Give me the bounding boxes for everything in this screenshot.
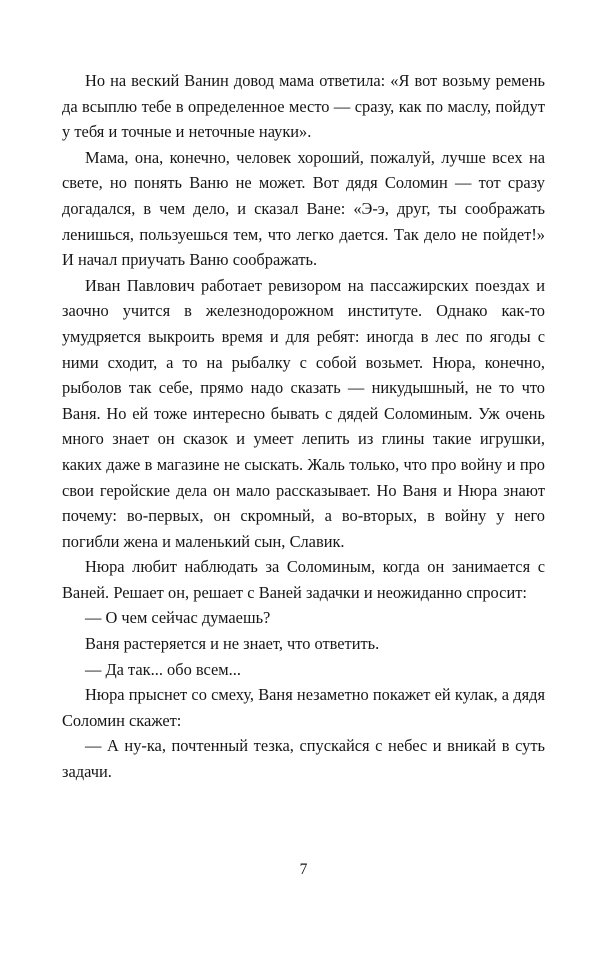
paragraph: Нюра любит наблюдать за Соломиным, когда он занимается с Ваней. Решает он, решает с Ваней задачки и неожиданно спросит: xyxy=(62,557,545,602)
paragraph: Мама, она, конечно, человек хороший, пожалуй, лучше всех на свете, но понять Ваню не может. Вот дядя Соломин — тот сразу догадался, в чем дело, и сказал Ване: «Э-э, друг, ты соображать ленишься, пользуешься тем, что легко дается. Так дело не пойдет!» И начал приучать Ваню соображать. xyxy=(62,147,545,270)
page-text-block xyxy=(62,68,545,785)
dialogue-line: — О чем сейчас думаешь? xyxy=(85,608,271,628)
dialogue-line: — А ну-ка, почтенный тезка, спускайся с небес и вникай в суть задачи. xyxy=(62,736,545,782)
dialogue-line: — Да так... обо всем... xyxy=(85,659,241,679)
paragraph: Но на веский Ванин довод мама ответила: «Я вот возьму ремень да всыплю тебе в определенное место — сразу, как по маслу, пойдут у тебя и точные и неточные науки». xyxy=(62,71,545,142)
page-number: 7 xyxy=(299,861,308,878)
narration-line: Ваня растеряется и не знает, что ответить. xyxy=(85,634,380,654)
narration-line: Нюра прыснет со смеху, Ваня незаметно покажет ей кулак, а дядя Соломин скажет: xyxy=(62,685,545,730)
paragraph: Иван Павлович работает ревизором на пассажирских поездах и заочно учится в железнодорожном институте. Однако как-то умудряется выкроить время и для ребят: иногда в лес по ягоды с ними сходит, а то на рыбалку с собой возьмет. Нюра, конечно, рыболов так себе, прямо надо сказать — никудышный, не то что Ваня. Но ей тоже интересно бывать с дядей Соломиным. Уж очень много знает он сказок и умеет лепить из глины такие игрушки, каких даже в магазине не сыскать. Жаль только, что про войну и про свои геройские дела он мало рассказывает. Но Ваня и Нюра знают почему: во-первых, он скромный, а во-вторых, в войну у него погибли жена и маленький сын, Славик. xyxy=(62,275,545,551)
